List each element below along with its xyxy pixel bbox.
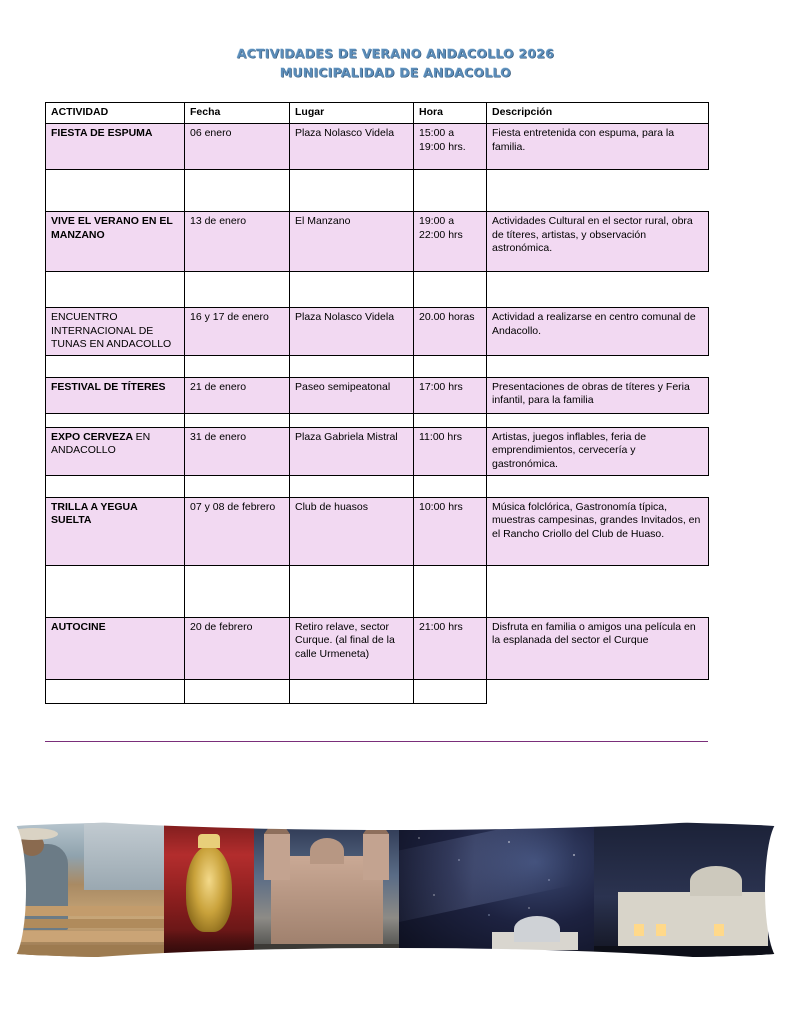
cell-fecha: 20 de febrero [185,617,290,679]
spacer-cell [290,679,414,703]
observatory-dome [690,866,742,896]
table-spacer-row [46,679,709,703]
table-header [46,103,709,124]
cell-descripcion: Artistas, juegos inflables, feria de emprendimientos, cervecería y gastronómica. [487,427,709,475]
spacer-cell [185,679,290,703]
spacer-cell [414,355,487,377]
column-header-descripcion: Descripción [487,103,709,124]
cell-actividad [46,124,185,170]
spacer-cell [487,355,709,377]
virgin-statue-photo [164,820,254,960]
spacer-cell [46,272,185,308]
spacer-cell [414,565,487,617]
column-header-lugar: Lugar [290,103,414,124]
table-row [46,497,709,565]
cell-fecha: 06 enero [185,124,290,170]
spacer-cell [185,170,290,212]
observatory-photo [594,820,791,960]
activity-name: FESTIVAL DE TÍTERES [51,380,166,393]
cell-descripcion: Fiesta entretenida con espuma, para la familia. [487,124,709,170]
cell-lugar: Retiro relave, sector Curque. (al final de la calle Urmeneta) [290,617,414,679]
cell-hora: 11:00 hrs [414,427,487,475]
table-bottom-rule [45,741,708,742]
spacer-cell [487,272,709,308]
spacer-cell [46,475,185,497]
spacer-cell [185,565,290,617]
table-body [46,124,709,704]
night-sky-photo [399,820,594,960]
cell-hora: 21:00 hrs [414,617,487,679]
activity-name: FIESTA DE ESPUMA [51,127,153,139]
observatory-building [618,892,768,946]
lit-window [714,924,724,936]
table-spacer-row [46,272,709,308]
cell-descripcion: Actividad a realizarse en centro comunal de Andacollo. [487,308,709,356]
table-row [46,617,709,679]
cell-fecha: 31 de enero [185,427,290,475]
cell-fecha: 13 de enero [185,212,290,272]
cell-lugar: Plaza Gabriela Mistral [290,427,414,475]
table-row [46,427,709,475]
statue-glow [186,846,232,932]
document-title [0,44,791,82]
cell-hora: 19:00 a 22:00 hrs [414,212,487,272]
spacer-cell [46,355,185,377]
spacer-cell [487,413,709,427]
church-dome [310,838,344,864]
cell-actividad: ENCUENTRO INTERNACIONAL DE TUNAS EN ANDACOLLO [46,308,185,356]
cell-lugar: Club de huasos [290,497,414,565]
workshop-wall [84,820,164,890]
spacer-cell [46,565,185,617]
cell-lugar: Paseo semipeatonal [290,377,414,413]
photo-strip-panels [0,820,791,960]
cell-fecha: 21 de enero [185,377,290,413]
lit-window [656,924,666,936]
spacer-cell [414,475,487,497]
spacer-cell [414,272,487,308]
spacer-cell [290,272,414,308]
spacer-cell [185,272,290,308]
spacer-cell [185,355,290,377]
spacer-cell [46,679,185,703]
spacer-cell [487,170,709,212]
spacer-cell [290,355,414,377]
lit-window [634,924,644,936]
cell-hora: 15:00 a 19:00 hrs. [414,124,487,170]
church-photo [254,820,399,960]
cell-descripcion: Disfruta en familia o amigos una película en la esplanada del sector el Curque [487,617,709,679]
cell-actividad [46,377,185,413]
cell-actividad [46,427,185,475]
cell-lugar: Plaza Nolasco Videla [290,124,414,170]
wood-plank [0,931,164,942]
table-spacer-row [46,170,709,212]
activity-name-suffix: EN ANDACOLLO [51,430,151,456]
wood-plank [0,919,164,928]
strip-right-mask [765,820,791,960]
church-tower-right [363,834,389,880]
spacer-cell [185,413,290,427]
activity-name: AUTOCINE [51,620,106,633]
table-spacer-row [46,565,709,617]
table-spacer-row [46,413,709,427]
column-header-actividad: ACTIVIDAD [46,103,185,124]
cell-lugar: Plaza Nolasco Videla [290,308,414,356]
cell-descripcion: Actividades Cultural en el sector rural, obra de títeres, artistas, y observación astronómica. [487,212,709,272]
table-spacer-row [46,355,709,377]
activity-name: VIVE EL VERANO EN EL MANZANO [51,215,173,241]
spacer-cell [487,679,709,703]
cell-lugar: El Manzano [290,212,414,272]
photo-strip [0,820,791,960]
column-header-fecha: Fecha [185,103,290,124]
activity-name: EXPO CERVEZA [51,430,136,443]
spacer-cell [290,475,414,497]
table-spacer-row [46,475,709,497]
observatory-dome [514,916,560,942]
spacer-cell [487,565,709,617]
activities-table [45,102,709,704]
spacer-cell [290,170,414,212]
cell-fecha: 16 y 17 de enero [185,308,290,356]
cell-fecha: 07 y 08 de febrero [185,497,290,565]
table-header-row [46,103,709,124]
title-line-2: MUNICIPALIDAD DE ANDACOLLO [279,65,512,80]
cell-actividad [46,617,185,679]
spacer-cell [46,170,185,212]
spacer-cell [414,413,487,427]
spacer-cell [290,413,414,427]
table-row [46,377,709,413]
spacer-cell [185,475,290,497]
column-header-hora: Hora [414,103,487,124]
cell-descripcion: Presentaciones de obras de títeres y Feria infantil, para la familia [487,377,709,413]
spacer-cell [46,413,185,427]
spacer-cell [414,170,487,212]
cell-descripcion: Música folclórica, Gastronomía típica, muestras campesinas, grandes Invitados, en el Rancho Criollo del Club de Huaso. [487,497,709,565]
table-row [46,212,709,272]
cell-hora: 10:00 hrs [414,497,487,565]
spacer-cell [414,679,487,703]
activity-name: TRILLA A YEGUA SUELTA [51,500,138,526]
activities-table-wrapper [45,102,708,704]
cell-hora: 17:00 hrs [414,377,487,413]
statue-crown [198,834,220,848]
cell-actividad [46,212,185,272]
cell-hora: 20.00 horas [414,308,487,356]
cell-actividad [46,497,185,565]
table-row [46,308,709,356]
title-line-1: ACTIVIDADES DE VERANO ANDACOLLO 2026 [236,46,555,61]
spacer-cell [487,475,709,497]
spacer-cell [290,565,414,617]
table-row [46,124,709,170]
church-tower-left [264,834,290,880]
